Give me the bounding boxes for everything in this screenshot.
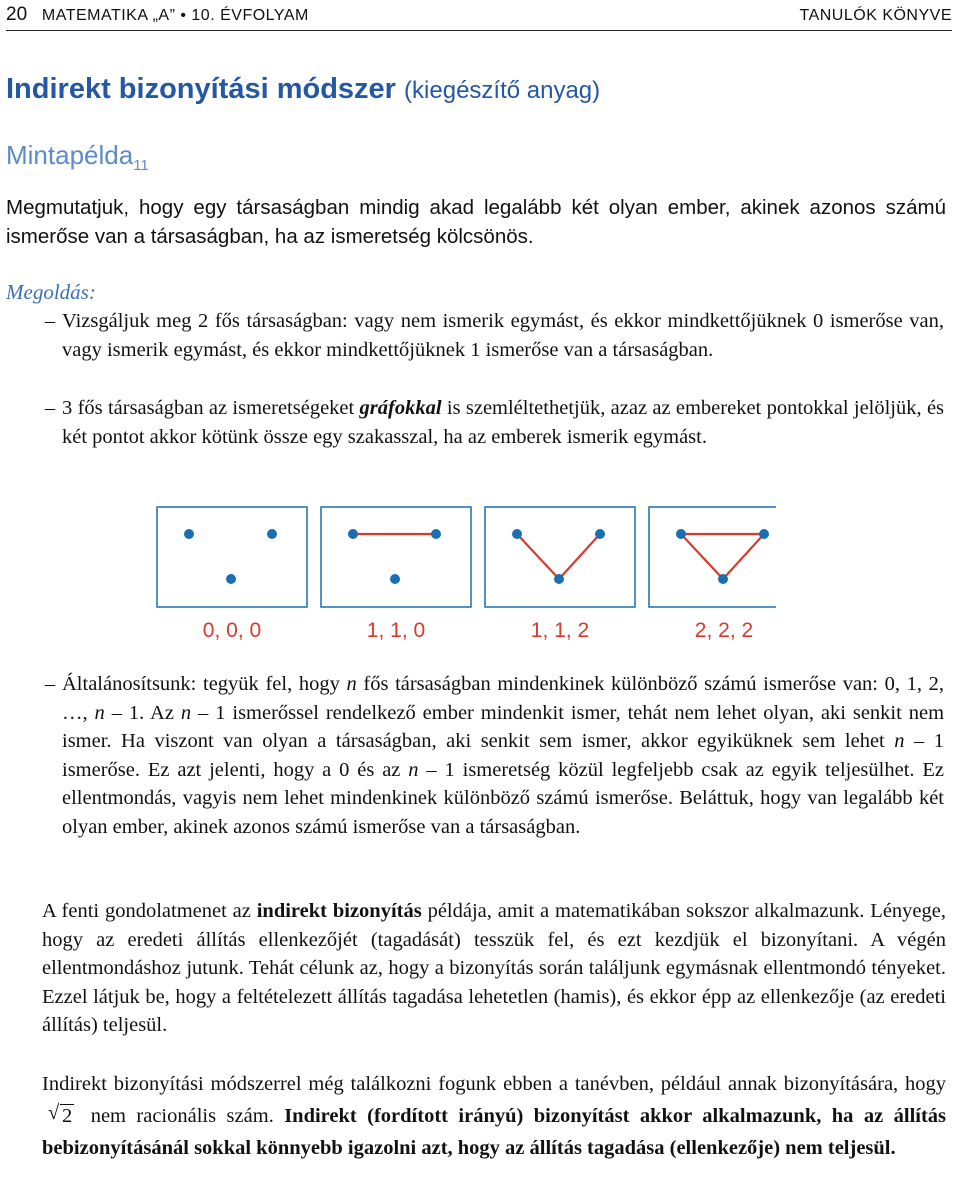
book-title: MATEMATIKA „A” • 10. ÉVFOLYAM <box>41 7 309 24</box>
graph-frame <box>485 507 635 607</box>
para2-text-a: A fenti gondolatmenet az <box>42 900 251 922</box>
item2-text-c: is szemléltethetjük, azaz az embereket pontokkal jelöljük, és két pontot akkor kötünk össze egy szakasszal, ha az emberek ismerik egymást. <box>62 397 945 448</box>
list-dash: – <box>44 397 56 419</box>
item3-text-a: Általánosítsunk: tegyük fel, hogy <box>62 673 340 695</box>
var-n: n <box>94 701 105 724</box>
radical-sign: √ <box>48 1102 60 1124</box>
list-item <box>44 670 945 841</box>
item3-text-e: – 1 ismerőse. Ez azt jelenti, hogy a 0 és az <box>62 730 945 781</box>
item3-text-d: – 1 ismerőssel rendelkező ember mindenkit ismer, tehát nem lehet olyan, aki senkit nem ismer. Ha viszont van olyan a társaságban, aki senkit sem ismer, akkor egyiküknek sem lehet <box>62 701 945 752</box>
para3-text-b: nem racionális szám. <box>90 1105 274 1127</box>
running-head <box>6 2 952 31</box>
radicand: 2 <box>62 1105 73 1127</box>
para2-emphasis: indirekt bizonyítás <box>256 900 422 922</box>
item2-emphasis: gráfokkal <box>359 397 442 419</box>
graph-vertex <box>348 529 358 539</box>
graph-panel <box>157 507 307 642</box>
closing-paragraph <box>42 1068 946 1164</box>
list-item <box>44 394 945 451</box>
var-n: n <box>894 730 905 752</box>
page-title <box>6 73 600 106</box>
title-main: Indirekt bizonyítási módszer <box>6 73 396 105</box>
item3-text-f: – 1 ismeretség közül legfeljebb csak az egyik teljesülhet. Ez ellentmondás, vagyis nem lehet mindenkinek különböző számú ismerőse. Beláttuk, hogy van legalább két olyan ember, akinek azonos számú ismerőse van a társaságban. <box>62 758 945 838</box>
item3-text-c: – 1. Az <box>111 701 174 724</box>
var-n: n <box>180 701 192 724</box>
header-right: TANULÓK KÖNYVE <box>799 7 952 24</box>
var-n: n <box>346 673 357 695</box>
var-n: n <box>408 758 419 781</box>
graph-panel <box>649 507 776 642</box>
item1-text: Vizsgáljuk meg 2 fős társaságban: vagy nem ismerik egymást, és ekkor mindkettőjüknek 0 ismerőse van, vagy ismerik egymást, és ekkor mindkettőjüknek 1 ismerőse van a társaságban. <box>62 310 944 361</box>
graph-edge <box>723 534 764 579</box>
example-number: 11 <box>133 157 149 175</box>
degree-sequence-label: 1, 1, 2 <box>530 619 590 642</box>
page-number: 20 <box>6 4 28 25</box>
solution-label: Megoldás: <box>6 280 96 304</box>
graph-vertex <box>759 529 769 539</box>
item3-text-b: fős társaságban mindenkinek különböző számú ismerőse van: 0, 1, 2, …, <box>62 673 945 724</box>
graph-vertex <box>676 529 686 539</box>
degree-sequence-label: 1, 1, 0 <box>366 619 426 642</box>
graph-vertex <box>554 574 564 584</box>
degree-sequence-label: 2, 2, 2 <box>694 619 754 642</box>
graph-diagram <box>156 505 776 645</box>
explanation-paragraph <box>42 897 946 1040</box>
item2-text-a: 3 fős társaságban az ismeretségeket <box>62 397 355 419</box>
graph-vertex <box>595 529 605 539</box>
title-sub: (kiegészítő anyag) <box>404 77 601 104</box>
graph-vertex <box>267 529 277 539</box>
graph-edge <box>559 534 600 579</box>
degree-sequence-label: 0, 0, 0 <box>202 619 262 642</box>
graph-edge <box>517 534 559 579</box>
list-dash: – <box>44 673 56 695</box>
graph-frame <box>321 507 471 607</box>
para3-text-a: Indirekt bizonyítási módszerrel még találkozni fogunk ebben a tanévben, például annak bizonyítására, hogy <box>42 1073 946 1095</box>
list-item <box>44 307 944 364</box>
header-left <box>6 4 309 26</box>
graph-edge <box>681 534 723 579</box>
example-label: Mintapélda <box>6 140 134 170</box>
list-dash: – <box>44 310 56 332</box>
graph-vertex <box>390 574 400 584</box>
example-heading <box>6 140 149 174</box>
graph-vertex <box>512 529 522 539</box>
graph-vertex <box>431 529 441 539</box>
graph-panel <box>321 507 471 642</box>
para2-text-c: példája, amit a matematikában sokszor alkalmazunk. Lényege, hogy az eredeti állítás ellenkezőjét (tagadását) tesszük fel, és ezt kezdjük el bizonyítani. A végén ellentmondáshoz jutunk. Tehát célunk az, hogy a bizonyítás során találjunk egymásnak ellentmondó tényeket. Ezzel látjuk be, hogy a feltételezett állítás tagadása lehetetlen (hamis), és ekkor épp az ellenkezője (az eredeti állítás) teljesül. <box>42 900 947 1037</box>
para3-emphasis: Indirekt (fordított irányú) bizonyítást akkor alkalmazunk, ha az állítás bebizonyításánál sokkal könnyebb igazolni azt, hogy az állítás tagadása (ellenkezője) nem teljesül. <box>42 1105 947 1159</box>
sqrt-two <box>48 1100 74 1132</box>
graph-frame <box>157 507 307 607</box>
graph-panel <box>485 507 635 642</box>
graph-vertex <box>184 529 194 539</box>
example-statement: Megmutatjuk, hogy egy társaságban mindig akad legalább két olyan ember, akinek azonos számú ismerőse van a társaságban, ha az ismeretség kölcsönös. <box>6 196 946 248</box>
graph-frame <box>649 507 776 607</box>
graph-vertex <box>718 574 728 584</box>
graph-vertex <box>226 574 236 584</box>
